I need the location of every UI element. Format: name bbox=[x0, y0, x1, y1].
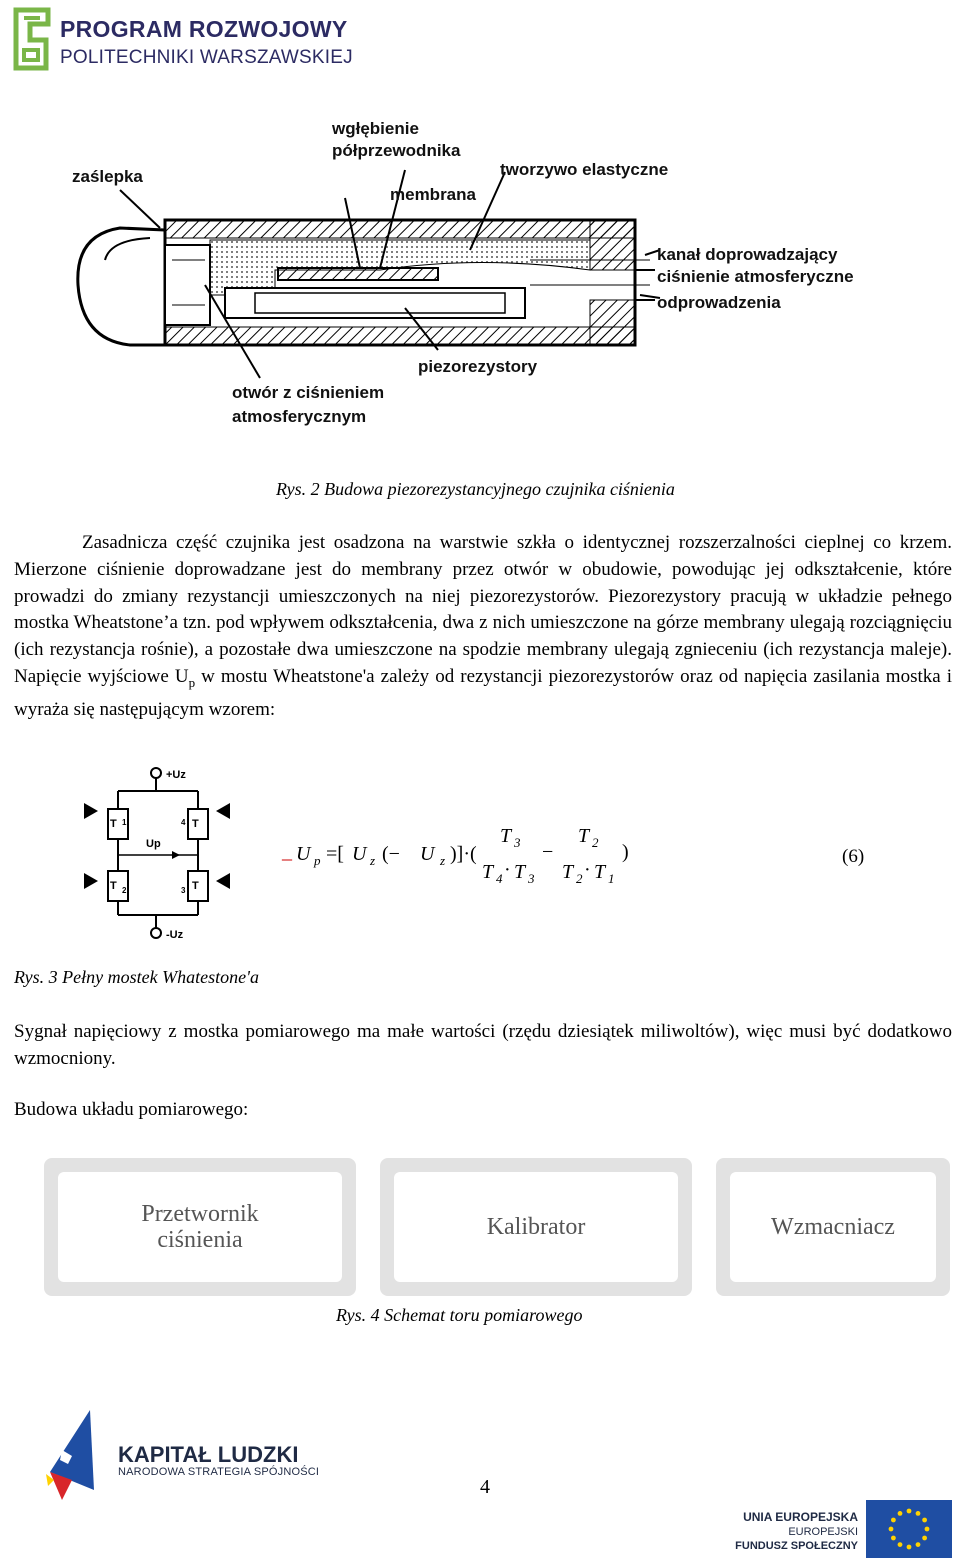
bridge-t1: T bbox=[110, 818, 117, 830]
eu-star-icon bbox=[916, 1511, 921, 1516]
kapital-ludzki-title: KAPITAŁ LUDZKI bbox=[118, 1442, 299, 1467]
formula-6: _ U p =[ U z (− U z )]·( T 3 T 4 · T 3 − T 2 T 2 · T 1 ) bbox=[282, 825, 629, 886]
label-membrana: membrana bbox=[390, 185, 476, 204]
bridge-t2: T bbox=[110, 880, 117, 892]
sensor-cross-section-figure bbox=[60, 110, 920, 450]
eu-star-icon bbox=[922, 1536, 927, 1541]
bridge-minus-uz: -Uz bbox=[166, 929, 184, 941]
svg-text:2: 2 bbox=[122, 886, 127, 895]
bridge-t4: T bbox=[192, 818, 199, 830]
eu-star-icon bbox=[898, 1511, 903, 1516]
eu-star-icon bbox=[891, 1536, 896, 1541]
svg-text:3: 3 bbox=[181, 886, 186, 895]
bridge-t3: T bbox=[192, 880, 199, 892]
label-piezorezystory: piezorezystory bbox=[418, 357, 538, 376]
label-zaslepka: zaślepka bbox=[72, 167, 143, 186]
ue-line2: EUROPEJSKI bbox=[788, 1526, 858, 1538]
header-subtitle: POLITECHNIKI WARSZAWSKIEJ bbox=[60, 47, 353, 68]
bridge-plus-uz: +Uz bbox=[166, 769, 186, 781]
figure4-caption: Rys. 4 Schemat toru pomiarowego bbox=[336, 1305, 583, 1325]
eu-star-icon bbox=[898, 1542, 903, 1547]
program-logo-icon bbox=[12, 6, 56, 72]
equation-number: (6) bbox=[842, 846, 865, 867]
eu-star-icon bbox=[889, 1527, 894, 1532]
header-title: PROGRAM ROZWOJOWY bbox=[60, 16, 348, 42]
label-cisnienie-atm: ciśnienie atmosferyczne bbox=[657, 267, 854, 286]
eu-star-icon bbox=[891, 1518, 896, 1523]
label-atmosferycznym: atmosferycznym bbox=[232, 407, 367, 426]
section-heading: Budowa układu pomiarowego: bbox=[14, 1099, 249, 1120]
eu-flag-icon bbox=[866, 1500, 952, 1558]
label-tworzywo: tworzywo elastyczne bbox=[500, 160, 669, 179]
label-odprowadzenia: odprowadzenia bbox=[657, 293, 781, 312]
body-paragraph-1: Zasadnicza część czujnika jest osadzona na warstwie szkła o identycznej rozszerzalności cieplnej co krzem. Mierzone ciśnienie doprowadzane jest do membrany przez otwór w obudowie, powodując jej odkształcenie, które prowadzi do zmiany rezystancji umieszczonych na niej piezorezystorów. Piezorezystory pracują w układzie pełnego mostka Wheatstone’a tzn. pod wpływem odkształcenia, dwa z nich umieszczone na górze membrany ulegają rozciągnięciu (ich rezystancja rośnie), a pozostałe dwa umieszczone na spodzie membrany ulegają zgnieceniu (ich rezystancja maleje). Napięcie wyjściowe $U_p$ w mostu Wheatstone'a zależy od rezystancji piezorezystorów oraz od napięcia zasilania mostka i wyraża się następującym wzorem: bbox=[14, 532, 953, 720]
flow-box-kalibrator: Kalibrator bbox=[380, 1158, 692, 1296]
body-paragraph-2: Sygnał napięciowy z mostka pomiarowego ma małe wartości (rzędu dziesiątek miliwoltów), więc musi być dodatkowo wzmocniony. bbox=[14, 1021, 952, 1069]
eu-star-icon bbox=[907, 1545, 912, 1550]
flow-box-wzmacniacz: Wzmacniacz bbox=[716, 1158, 950, 1296]
svg-text:4: 4 bbox=[181, 818, 186, 827]
ue-line1: UNIA EUROPEJSKA bbox=[743, 1510, 858, 1524]
ue-line3: FUNDUSZ SPOŁECZNY bbox=[735, 1540, 858, 1552]
eu-star-icon bbox=[922, 1518, 927, 1523]
kapital-ludzki-logo-icon bbox=[42, 1410, 102, 1500]
wheatstone-bridge-schematic bbox=[84, 765, 244, 945]
eu-star-icon bbox=[907, 1509, 912, 1514]
bridge-up: Up bbox=[146, 838, 161, 850]
eu-star-icon bbox=[916, 1542, 921, 1547]
label-polprzewodnika: półprzewodnika bbox=[332, 141, 461, 160]
label-kanal: kanał doprowadzający bbox=[657, 245, 838, 264]
flow-box-przetwornik: Przetwornik ciśnienia bbox=[44, 1158, 356, 1296]
label-wglebienie: wgłębienie bbox=[332, 119, 419, 138]
page-number: 4 bbox=[480, 1476, 490, 1498]
figure3-caption: Rys. 3 Pełny mostek Whatestone'a bbox=[14, 967, 259, 987]
figure2-caption: Rys. 2 Budowa piezorezystancyjnego czujnika ciśnienia bbox=[276, 479, 675, 499]
eu-star-icon bbox=[925, 1527, 930, 1532]
label-otwor: otwór z ciśnieniem bbox=[232, 383, 385, 402]
svg-text:1: 1 bbox=[122, 818, 127, 827]
kapital-ludzki-subtitle: NARODOWA STRATEGIA SPÓJNOŚCI bbox=[118, 1466, 320, 1478]
